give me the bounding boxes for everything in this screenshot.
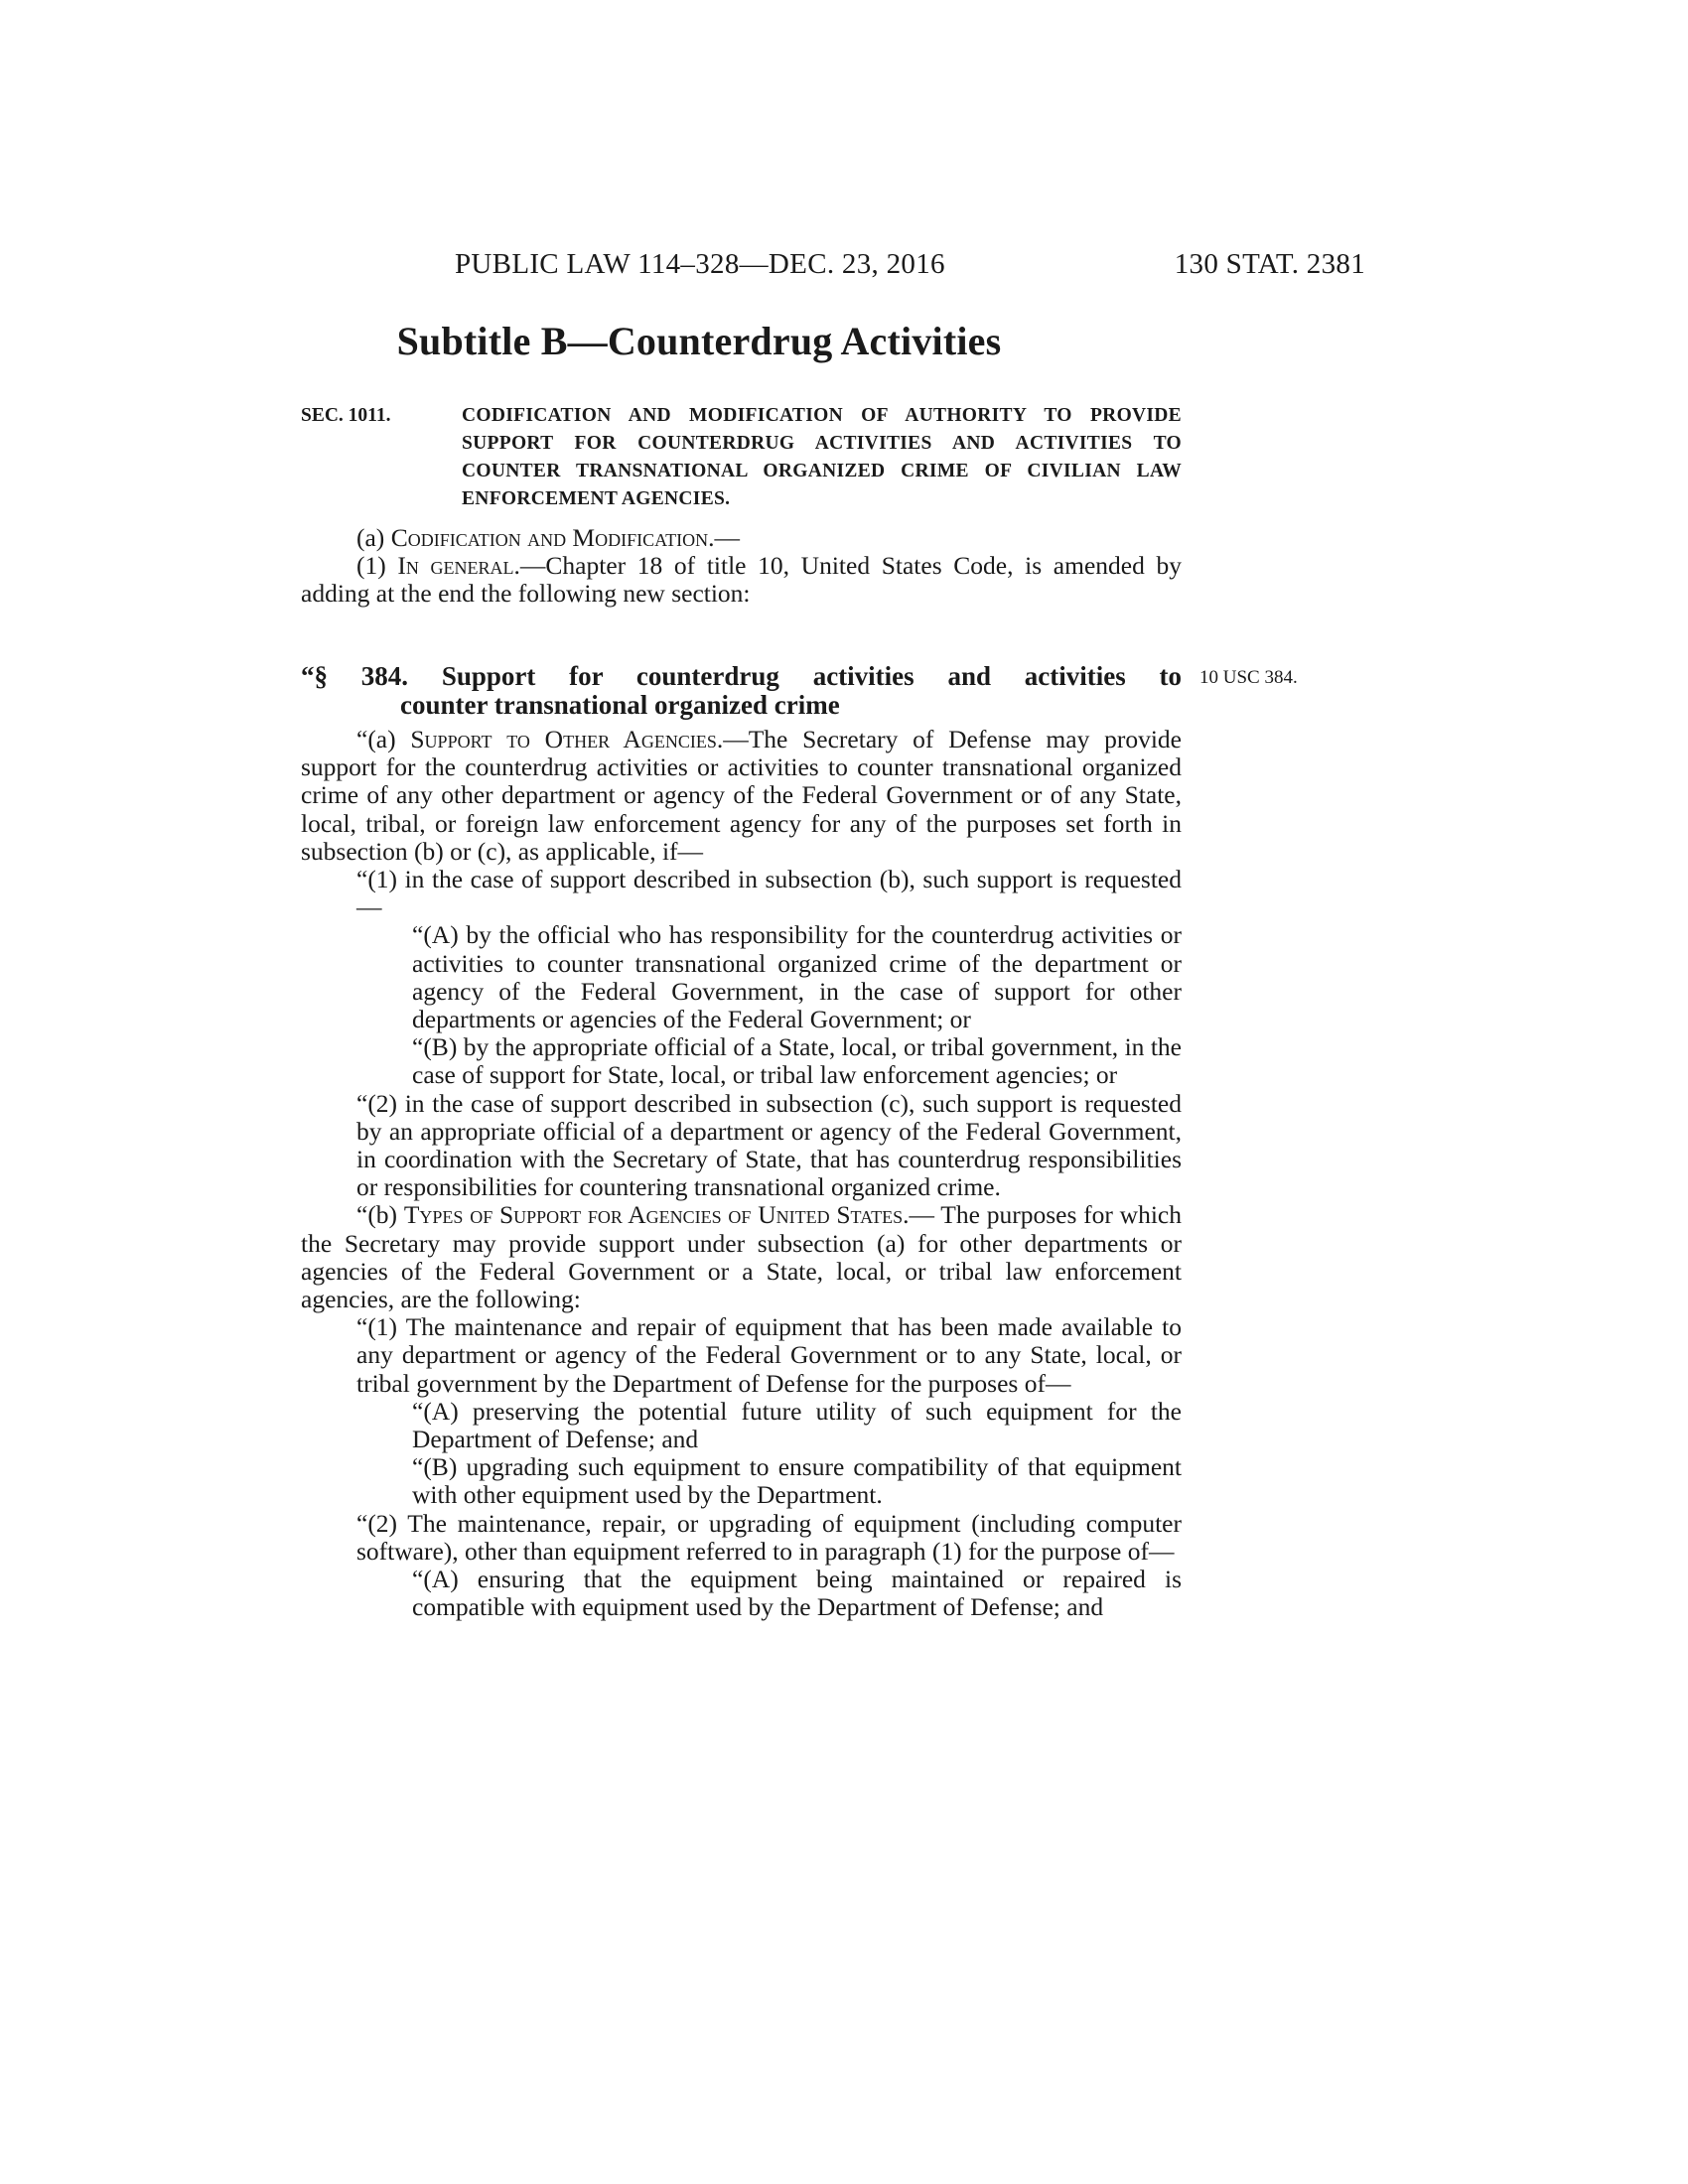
paragraph-a1-heading: In general. (397, 551, 520, 581)
paragraph-a1: (1) In general.—Chapter 18 of title 10, United States Code, is amended by adding at the end the following new section: (301, 551, 1183, 609)
paragraph-a: (a) Codification and Modification.— (356, 523, 740, 552)
public-law-citation: PUBLIC LAW 114–328—DEC. 23, 2016 (455, 248, 945, 280)
subtitle-heading (0, 318, 1688, 364)
page-header (0, 248, 1688, 288)
subsection-b2: “(2) The maintenance, repair, or upgrading of equipment (including computer software), other than equipment referred to in paragraph (1) for the purpose of— (356, 1508, 1182, 1566)
subsection-b1B: “(B) upgrading such equipment to ensure compatibility of that equipment with other equipment used by the Department. (412, 1452, 1182, 1510)
usc-margin-note: 10 USC 384. (1199, 667, 1298, 688)
new-section-heading-line1: “§ 384. Support for counterdrug activities and activities to (301, 661, 1182, 691)
amendment-intro (301, 524, 1182, 609)
section-number: SEC. 1011. (301, 405, 391, 426)
section-title: CODIFICATION AND MODIFICATION OF AUTHORITY TO PROVIDE SUPPORT FOR COUNTERDRUG ACTIVITIES AND ACTIVITIES TO COUNTER TRANSNATIONAL ORGANIZED CRIME OF CIVILIAN LAW ENFORCEMENT AGENCIES. (462, 405, 1182, 509)
subsection-a1: “(1) in the case of support described in subsection (b), such support is requested— (356, 865, 1182, 922)
subsection-a-heading: Support to Other Agencies. (410, 725, 724, 753)
subsection-b2A: “(A) ensuring that the equipment being maintained or repaired is compatible with equipment used by the Department of Defense; and (412, 1565, 1182, 1622)
new-section-heading (301, 662, 1182, 720)
paragraph-a-heading: Codification and Modification.— (390, 523, 740, 552)
section-heading (301, 402, 1182, 513)
subsection-b1: “(1) The maintenance and repair of equipment that has been made available to any department or agency of the Federal Government or to any State, local, or tribal government by the Department of Defense for the purposes of— (356, 1312, 1182, 1398)
new-section-heading-line2: counter transnational organized crime (400, 690, 840, 720)
subsection-b: “(b) Types of Support for Agencies of United States.— The purposes for which the Secretary may provide support under subsection (a) for other departments or agencies of the Federal Government or a State, local, or tribal law enforcement agencies, are the following: (301, 1200, 1182, 1314)
subsection-a1A: “(A) by the official who has responsibility for the counterdrug activities or activities to counter transnational organized crime of the department or agency of the Federal Government, in the case of support for other departments or agencies of the Federal Government; or (412, 920, 1182, 1034)
subsection-a2: “(2) in the case of support described in subsection (c), such support is requested by an appropriate official of a department or agency of the Federal Government, in coordination with the Secretary of State, that has counterdrug responsibilities or responsibilities for countering transnational organized crime. (356, 1088, 1182, 1202)
section-384-body (301, 726, 1182, 1622)
subsection-b-heading: Types of Support for Agencies of United States. (403, 1200, 910, 1230)
stat-page-number: 130 STAT. 2381 (1174, 248, 1365, 280)
subtitle-text: Subtitle B—Counterdrug Activities (396, 319, 1002, 363)
subsection-a: “(a) Support to Other Agencies.—The Secretary of Defense may provide support for the counterdrug activities or activities to counter transnational organized crime of any other department or agency of the Federal Government or of any State, local, tribal, or foreign law enforcement agency for any of the purposes set forth in subsection (b) or (c), as applicable, if— (301, 725, 1182, 866)
subsection-b1A: “(A) preserving the potential future utility of such equipment for the Department of Defense; and (412, 1396, 1182, 1454)
subsection-a1B: “(B) by the appropriate official of a State, local, or tribal government, in the case of support for State, local, or tribal law enforcement agencies; or (412, 1032, 1182, 1090)
